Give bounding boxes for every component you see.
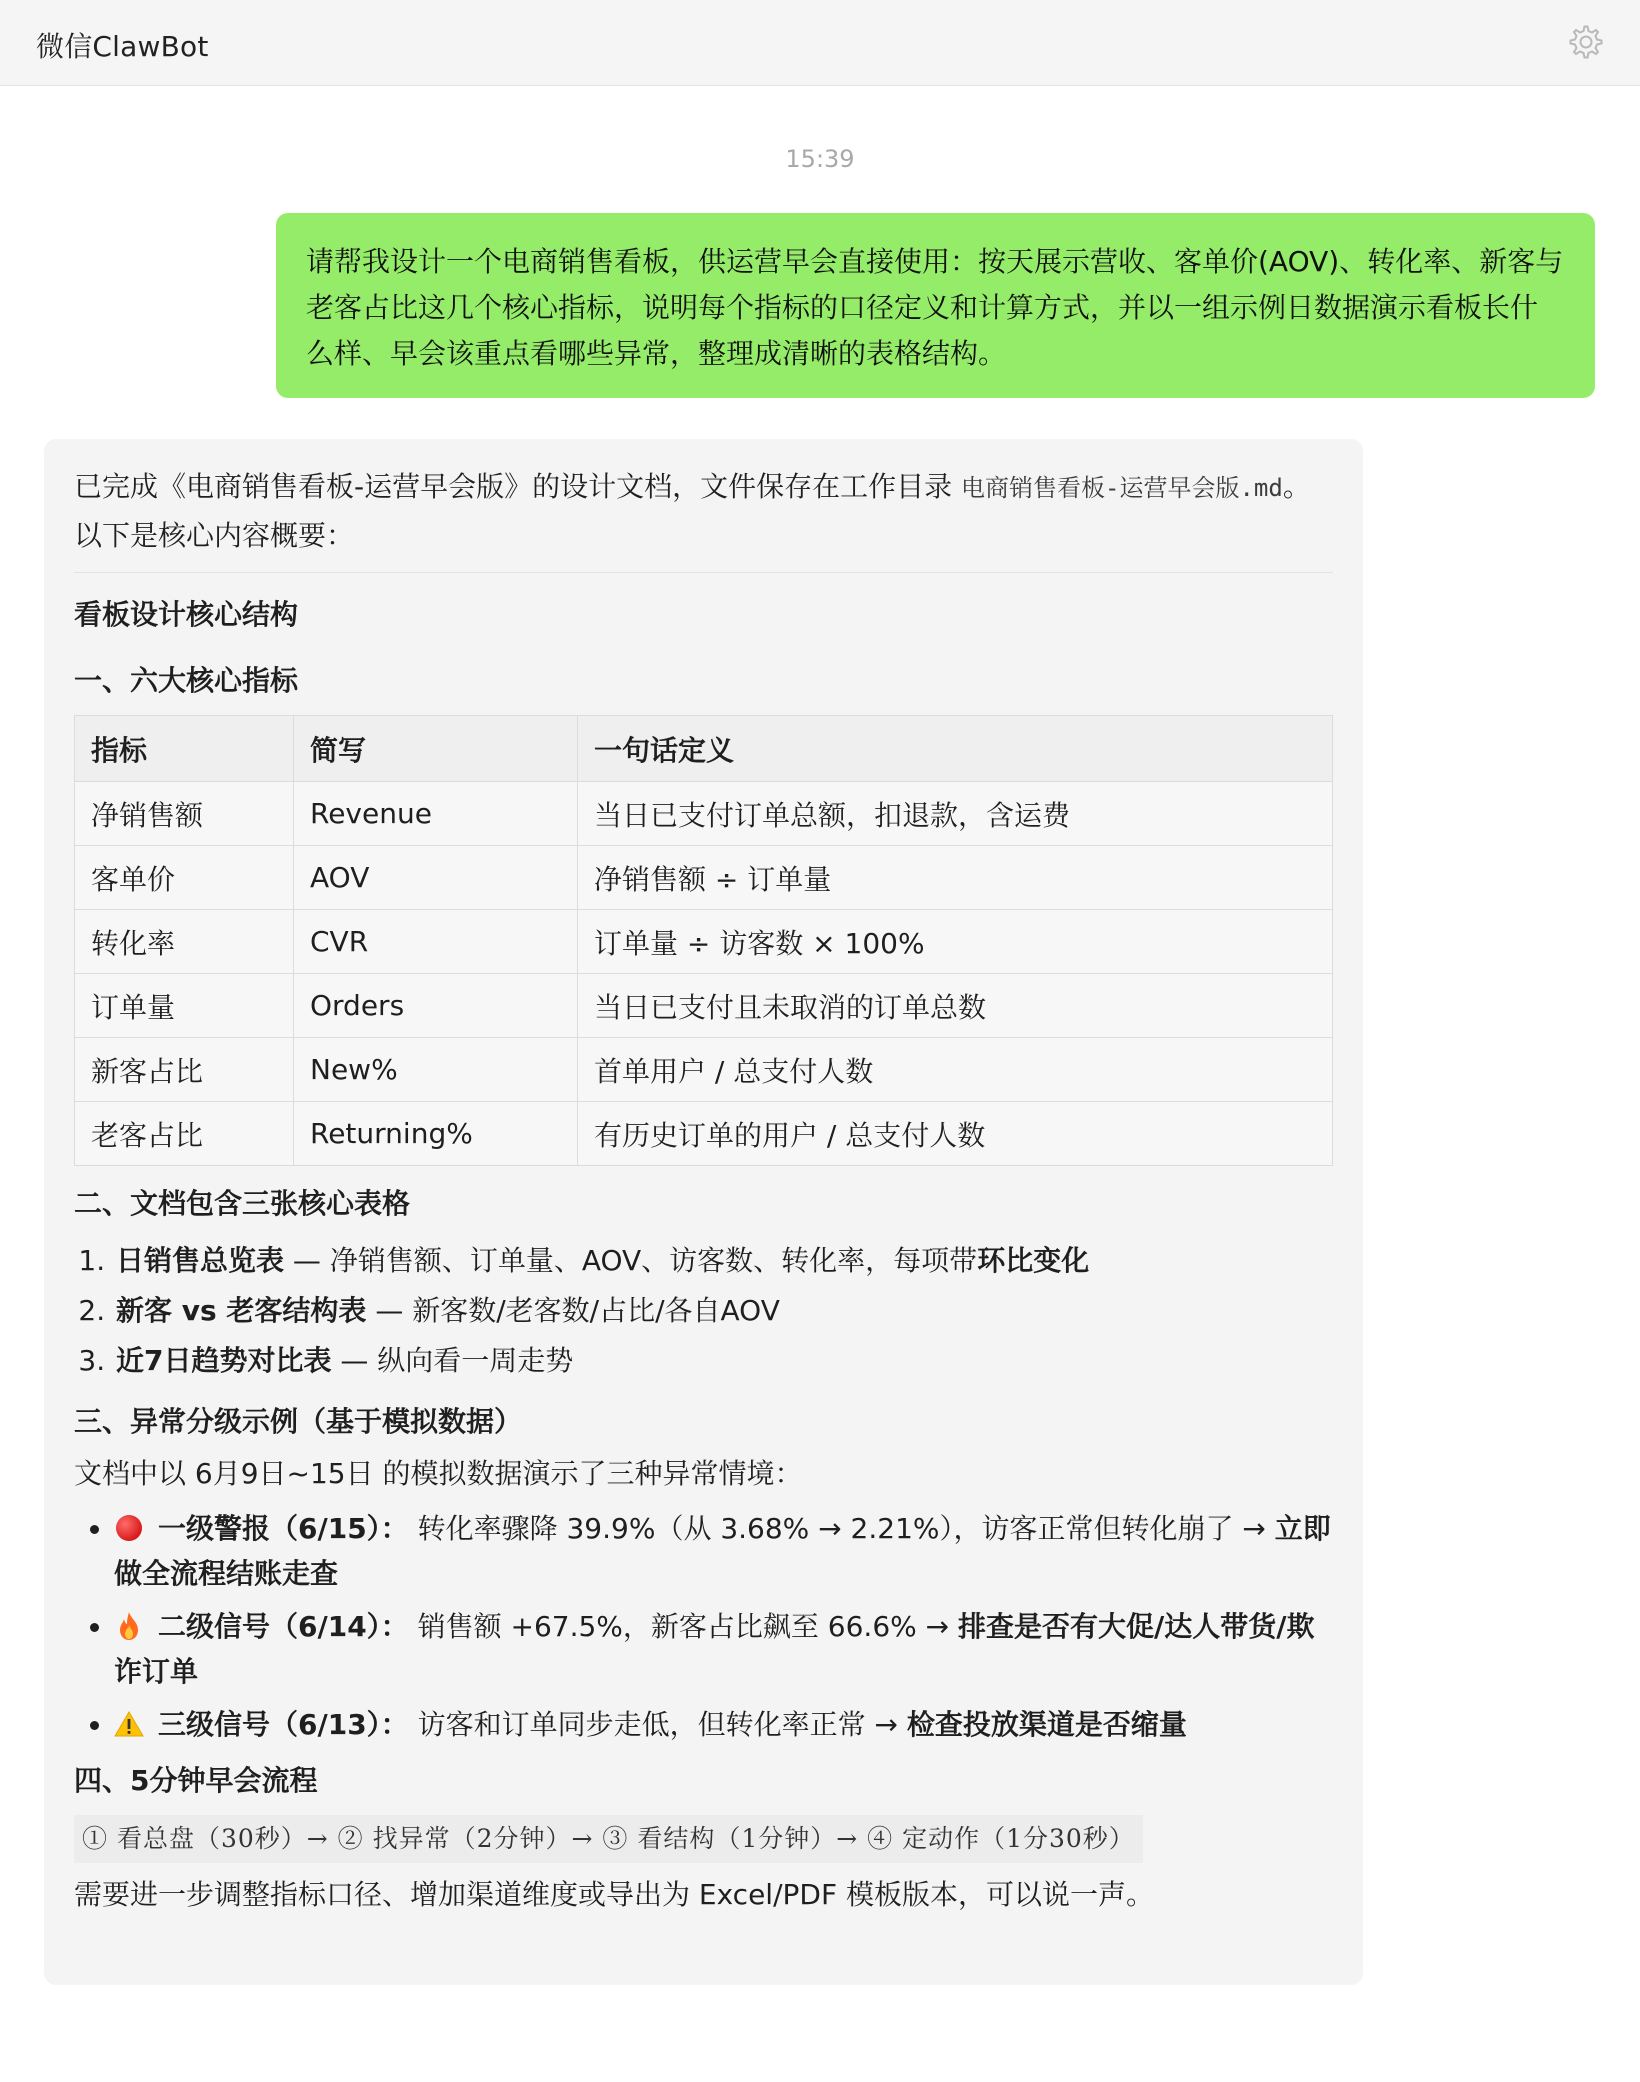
item-text: — 新客数/老客数/占比/各自AOV	[366, 1294, 780, 1327]
column-header: 简写	[294, 716, 578, 782]
table-cell: Orders	[294, 974, 578, 1038]
alert-text: 访客和订单同步走低，但转化率正常 →	[408, 1708, 907, 1741]
table-cell: 首单用户 / 总支付人数	[578, 1038, 1333, 1102]
section-2-heading: 二、文档包含三张核心表格	[74, 1187, 411, 1220]
table-cell: 订单量	[75, 974, 294, 1038]
table-cell: 客单价	[75, 846, 294, 910]
chat-title: 微信ClawBot	[36, 30, 209, 63]
item-title: 近7日趋势对比表	[116, 1344, 332, 1377]
column-header: 指标	[75, 716, 294, 782]
table-header-row	[75, 716, 1333, 782]
alert-label: 一级警报（6/15）：	[158, 1512, 409, 1545]
section-3-heading: 三、异常分级示例（基于模拟数据）	[74, 1405, 523, 1438]
closing-text: 需要进一步调整指标口径、增加渠道维度或导出为 Excel/PDF 模板版本，可以说一声。	[74, 1878, 1154, 1911]
bot-reply-bubble[interactable]	[44, 439, 1363, 1985]
alert-item	[114, 1604, 1333, 1694]
alert-action: 立即做全流程结账走查	[114, 1512, 1331, 1590]
column-header: 一句话定义	[578, 716, 1333, 782]
alert-action: 检查投放渠道是否缩量	[906, 1708, 1187, 1741]
list-item	[114, 1286, 1333, 1336]
alert-text: 转化率骤降 39.9%（从 3.68% → 2.21%），访客正常但转化崩了 →	[408, 1512, 1275, 1545]
item-title: 日销售总览表	[116, 1244, 285, 1277]
table-cell: New%	[294, 1038, 578, 1102]
user-message-bubble[interactable]: 请帮我设计一个电商销售看板，供运营早会直接使用：按天展示营收、客单价(AOV)、转化率、新客与老客占比这几个核心指标，说明每个指标的口径定义和计算方式，并以一组示例日数据演示看板长什么样、早会该重点看哪些异常，整理成清晰的表格结构。	[276, 213, 1595, 398]
table-cell: AOV	[294, 846, 578, 910]
tables-list	[74, 1236, 1333, 1386]
table-row	[75, 1038, 1333, 1102]
message-timestamp: 15:39	[785, 145, 855, 173]
table-cell: 新客占比	[75, 1038, 294, 1102]
table-cell: 净销售额	[75, 782, 294, 846]
alert-item	[114, 1506, 1333, 1596]
gear-icon[interactable]	[1568, 24, 1604, 60]
divider	[74, 572, 1333, 573]
section-3-paragraph: 文档中以 6月9日~15日 的模拟数据演示了三种异常情境：	[74, 1457, 803, 1490]
alert-label: 二级信号（6/14）：	[158, 1610, 409, 1643]
table-cell: 转化率	[75, 910, 294, 974]
intro-suffix: 。以下是核心内容概要：	[74, 470, 1311, 552]
item-emphasis: 环比变化	[977, 1244, 1090, 1277]
table-cell: 净销售额 ÷ 订单量	[578, 846, 1333, 910]
table-cell: Revenue	[294, 782, 578, 846]
item-title: 新客 vs 老客结构表	[116, 1294, 367, 1327]
table-row	[75, 974, 1333, 1038]
fire-icon	[114, 1604, 144, 1649]
metrics-table	[74, 715, 1333, 1166]
list-item	[114, 1236, 1333, 1286]
red-circle-icon	[114, 1506, 144, 1551]
alert-text: 销售额 +67.5%，新客占比飙至 66.6% →	[408, 1610, 959, 1643]
section-4-heading: 四、5分钟早会流程	[74, 1764, 318, 1797]
table-cell: 当日已支付订单总额，扣退款，含运费	[578, 782, 1333, 846]
alert-label: 三级信号（6/13）：	[158, 1708, 409, 1741]
table-cell: Returning%	[294, 1102, 578, 1166]
section-1-heading: 一、六大核心指标	[74, 664, 299, 697]
table-cell: 有历史订单的用户 / 总支付人数	[578, 1102, 1333, 1166]
table-row	[75, 1102, 1333, 1166]
table-row	[75, 846, 1333, 910]
alert-action: 排查是否有大促/达人带货/欺诈订单	[114, 1610, 1315, 1688]
alerts-list	[74, 1506, 1333, 1747]
chat-header	[0, 0, 1640, 86]
table-cell: 订单量 ÷ 访客数 × 100%	[578, 910, 1333, 974]
meeting-flow: ① 看总盘（30秒）→ ② 找异常（2分钟）→ ③ 看结构（1分钟）→ ④ 定动作（1分30秒）	[74, 1815, 1143, 1863]
table-cell: 当日已支付且未取消的订单总数	[578, 974, 1333, 1038]
list-item	[114, 1336, 1333, 1386]
item-text: — 纵向看一周走势	[331, 1344, 574, 1377]
file-name: 电商销售看板-运营早会版.md	[961, 474, 1283, 502]
alert-item	[114, 1702, 1333, 1747]
table-row	[75, 782, 1333, 846]
item-text: — 净销售额、订单量、AOV、访客数、转化率，每项带	[284, 1244, 978, 1277]
warning-icon	[114, 1702, 144, 1747]
table-row	[75, 910, 1333, 974]
table-cell: CVR	[294, 910, 578, 974]
main-heading: 看板设计核心结构	[74, 598, 299, 631]
table-cell: 老客占比	[75, 1102, 294, 1166]
reply-intro	[74, 463, 1333, 560]
intro-prefix: 已完成《电商销售看板-运营早会版》的设计文档，文件保存在工作目录	[74, 470, 953, 503]
